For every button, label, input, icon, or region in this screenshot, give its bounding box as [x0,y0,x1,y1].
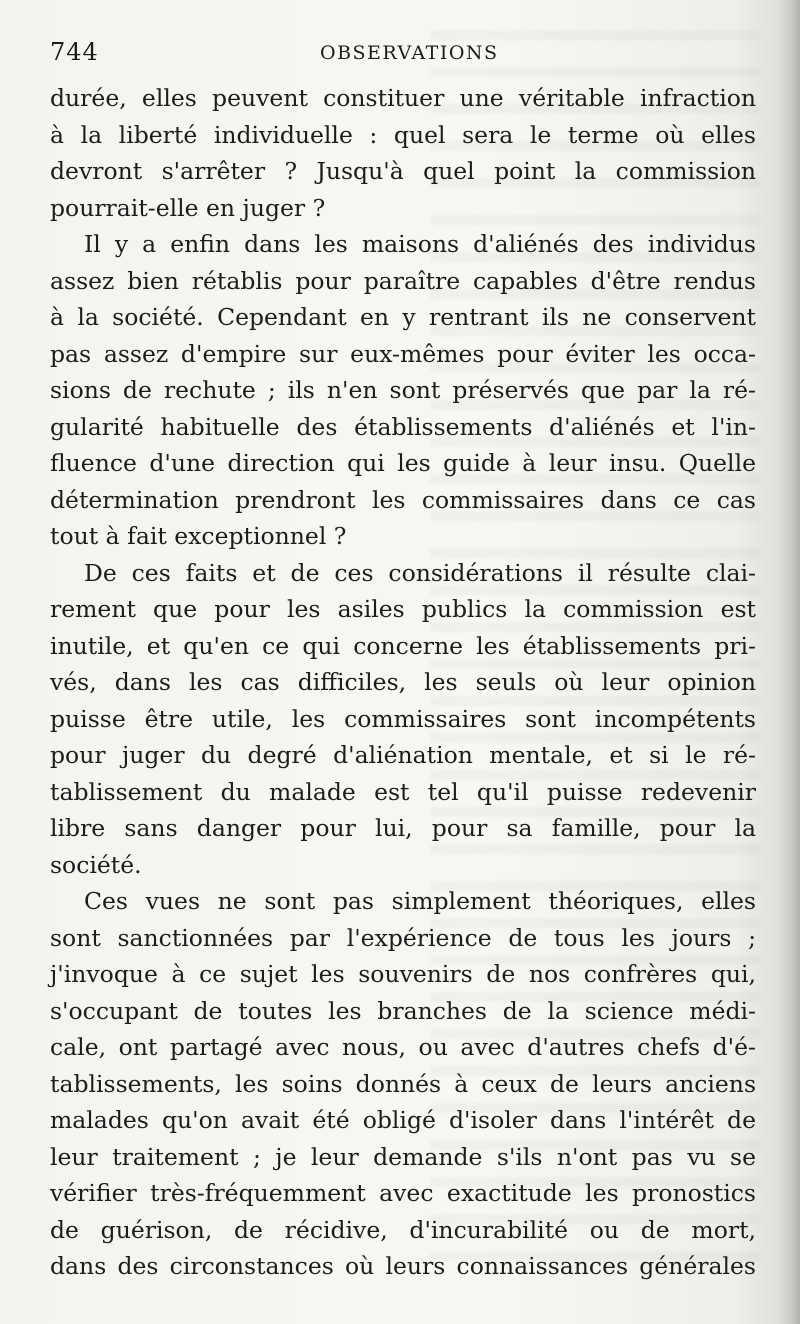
text-line: sont sanctionnées par l'expérience de tous les jours ; [50,923,756,952]
text-line: leur traitement ; je leur demande s'ils n'ont pas vu se [50,1142,756,1171]
text-line: sions de rechute ; ils n'en sont préservés que par la ré- [50,376,756,404]
text-line: de guérison, de récidive, d'incurabilité ou de mort, [50,1215,756,1244]
running-title: OBSERVATIONS [320,42,499,64]
text-line: vérifier très-fréquemment avec exactitude les pronostics [50,1179,756,1207]
text-line: inutile, et qu'en ce qui concerne les établissements pri- [50,631,756,660]
text-line: assez bien rétablis pour paraître capables d'être rendus [50,266,756,295]
page-number: 744 [50,38,99,66]
text-line: vés, dans les cas difficiles, les seuls où leur opinion [50,668,756,696]
text-line: durée, elles peuvent constituer une véritable infraction [50,84,756,112]
page-edge-shadow [778,0,800,1324]
text-line: De ces faits et de ces considérations il résulte clai- [84,558,756,587]
text-line: gularité habituelle des établissements d'aliénés et l'in- [50,412,756,441]
text-line: à la société. Cependant en y rentrant ils ne conservent [50,303,756,331]
text-line: Il y a enfin dans les maisons d'aliénés des individus [84,230,756,258]
text-line: société. [50,850,142,879]
text-line: tablissements, les soins donnés à ceux de leurs anciens [50,1069,756,1098]
text-line: détermination prendront les commissaires dans ce cas [50,485,756,514]
text-line: tout à fait exceptionnel ? [50,522,347,550]
text-line: j'invoque à ce sujet les souvenirs de nos confrères qui, [50,960,756,988]
text-line: pas assez d'empire sur eux-mêmes pour éviter les occa- [50,339,756,368]
text-line: cale, ont partagé avec nous, ou avec d'autres chefs d'é- [50,1033,756,1061]
text-line: libre sans danger pour lui, pour sa famille, pour la [50,814,756,842]
page-header [50,38,750,72]
text-line: devront s'arrêter ? Jusqu'à quel point la commission [50,157,756,185]
text-line: tablissement du malade est tel qu'il puisse redevenir [50,777,756,806]
text-line: fluence d'une direction qui les guide à leur insu. Quelle [50,449,756,477]
text-line: dans des circonstances où leurs connaissances générales [50,1252,756,1280]
body-text [50,80,756,1285]
text-line: puisse être utile, les commissaires sont incompétents [50,704,756,733]
text-line: malades qu'on avait été obligé d'isoler dans l'intérêt de [50,1106,756,1134]
text-line: pour juger du degré d'aliénation mentale, et si le ré- [50,741,756,769]
text-line: rement que pour les asiles publics la commission est [50,595,756,623]
text-line: s'occupant de toutes les branches de la science médi- [50,996,756,1025]
text-line: Ces vues ne sont pas simplement théoriques, elles [84,887,756,915]
text-line: pourrait-elle en juger ? [50,193,326,222]
text-line: à la liberté individuelle : quel sera le terme où elles [50,120,756,149]
